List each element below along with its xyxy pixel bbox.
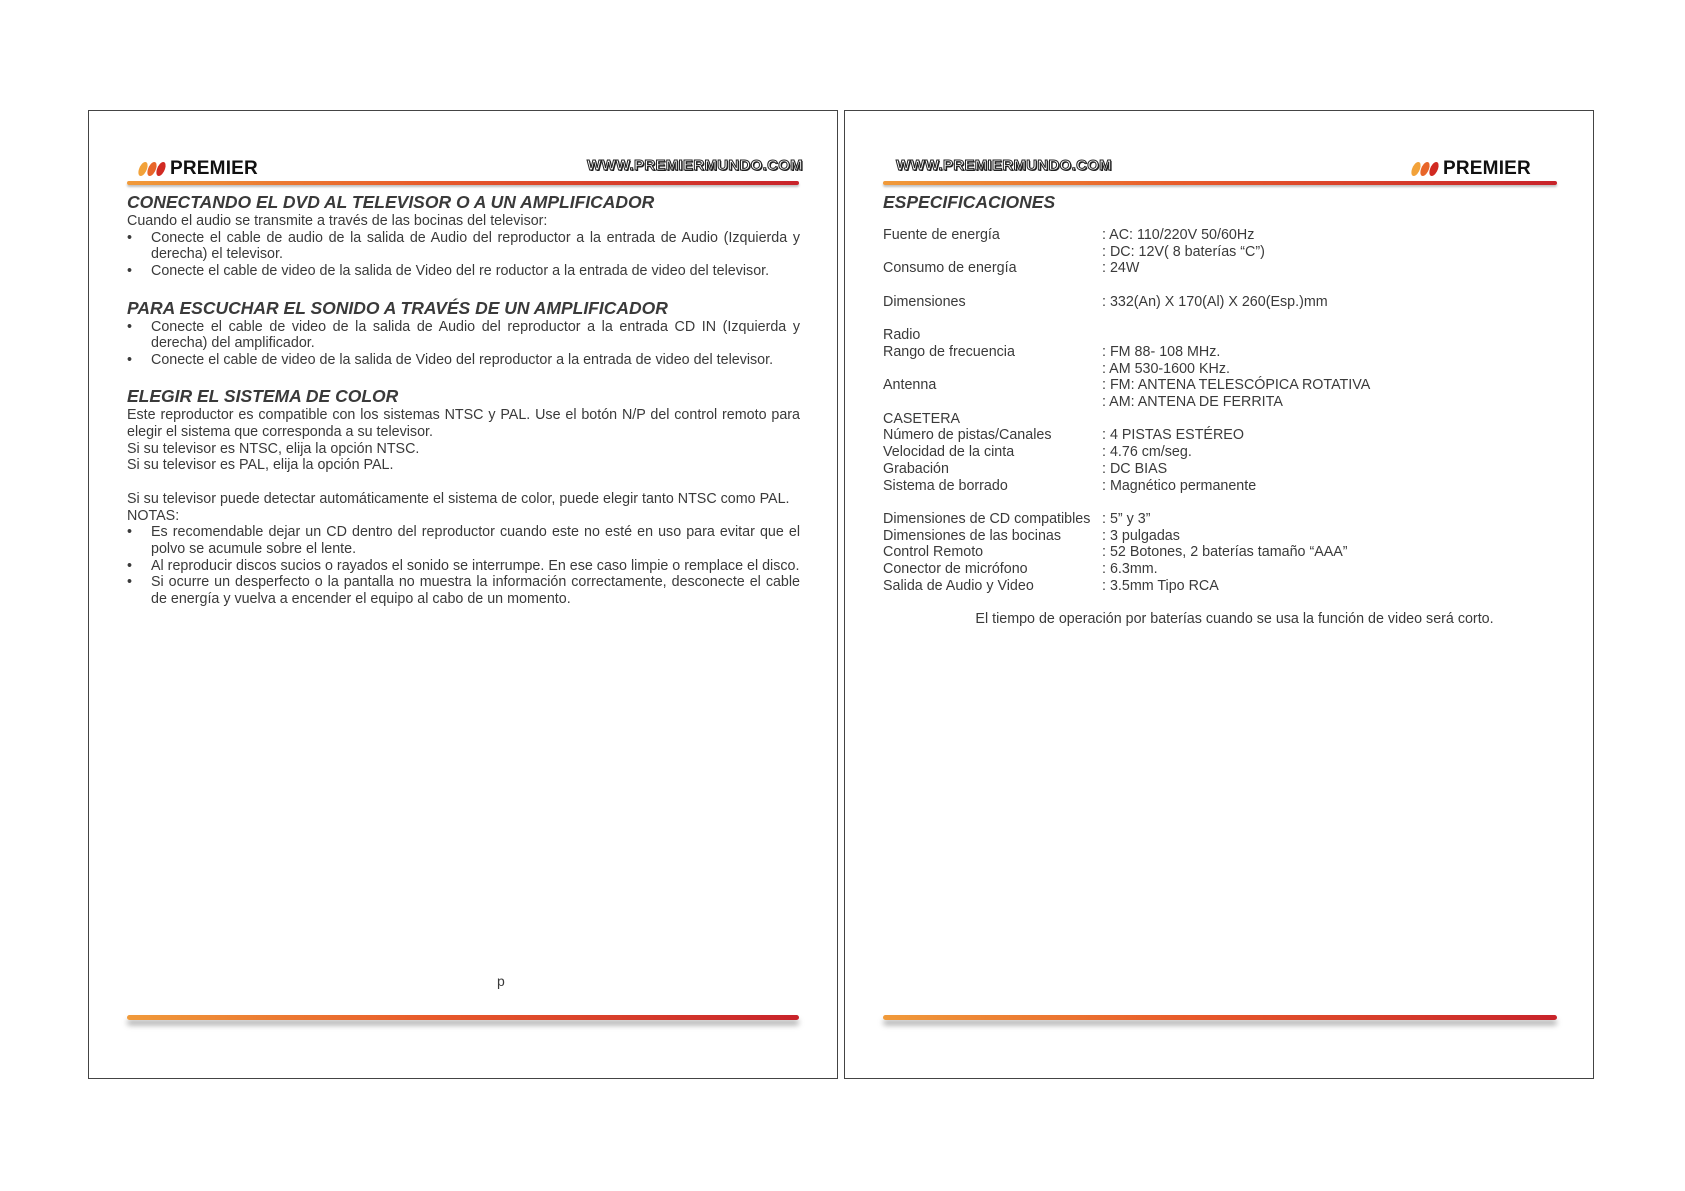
- spec-value: : 52 Botones, 2 baterías tamaño “AAA”: [1102, 544, 1348, 561]
- spec-value: : Magnético permanente: [1102, 477, 1257, 494]
- list-item: • Conecte el cable de video de la salida de Audio del reproductor a la entrada CD IN (Izquierda y derecha) del amplificador.: [127, 319, 800, 352]
- header-rule: [883, 181, 1557, 185]
- spec-key: Fuente de energía: [883, 227, 1000, 243]
- spec-value: [1102, 311, 1370, 328]
- bullet-list-connect: [127, 230, 800, 280]
- spec-key: Grabación: [883, 460, 949, 477]
- list-item: • Al reproducir discos sucios o rayados el sonido se interrumpe. En ese caso limpie o remplace el disco.: [127, 558, 800, 575]
- spec-value: : 5” y 3”: [1102, 510, 1151, 527]
- section-title-amplifier: PARA ESCUCHAR EL SONIDO A TRAVÉS DE UN AMPLIFICADOR: [127, 297, 668, 318]
- spec-key: Dimensiones de CD compatibles: [883, 510, 1091, 527]
- spec-value: : FM: ANTENA TELESCÓPICA ROTATIVA: [1102, 377, 1371, 394]
- spec-key: Sistema de borrado: [883, 477, 1008, 494]
- right-page: [844, 110, 1594, 1079]
- premier-logo: [1412, 158, 1531, 180]
- footer-rule: [127, 1015, 799, 1020]
- logo-dots-icon: [1412, 162, 1439, 176]
- page-number: p: [497, 973, 505, 989]
- spec-key: [883, 244, 1102, 261]
- logo-dots-icon: [139, 162, 166, 176]
- spec-row: [883, 544, 1370, 561]
- list-item: • Conecte el cable de video de la salida de Video del re roductor a la entrada de video del televisor.: [127, 263, 800, 280]
- logo-wordmark: PREMIER: [1443, 158, 1531, 179]
- spec-row: [883, 427, 1370, 444]
- pal-line: Si su televisor es PAL, elija la opción PAL.: [127, 457, 394, 474]
- spec-value: : FM 88- 108 MHz.: [1102, 343, 1221, 360]
- header-rule: [127, 181, 799, 185]
- auto-detect-paragraph: Si su televisor puede detectar automáticamente el sistema de color, puede elegir tanto NTSC como PAL.: [127, 490, 790, 507]
- spec-row: [883, 377, 1370, 394]
- spec-value: : 24W: [1102, 260, 1140, 277]
- premier-logo: [139, 158, 258, 180]
- spec-value: : DC: 12V( 8 baterías “C”): [1102, 243, 1265, 260]
- spec-value: [1102, 277, 1370, 294]
- spec-row: [883, 561, 1370, 578]
- spec-value: : 3.5mm Tipo RCA: [1102, 577, 1219, 594]
- section-title-connect: CONECTANDO EL DVD AL TELEVISOR O A UN AMPLIFICADOR: [127, 192, 655, 212]
- spec-row: [883, 394, 1370, 411]
- spec-row: [883, 227, 1370, 244]
- spec-row: [883, 444, 1370, 461]
- section-intro: Cuando el audio se transmite a través de las bocinas del televisor:: [127, 213, 548, 229]
- spec-key: [883, 311, 1102, 328]
- spec-value: : 6.3mm.: [1102, 561, 1158, 578]
- spec-row: [883, 294, 1370, 311]
- spec-row: [883, 311, 1370, 328]
- spec-row: [883, 411, 1370, 428]
- left-content: [127, 191, 800, 608]
- spec-row: [883, 361, 1370, 378]
- spec-value: [1102, 411, 1370, 428]
- spec-row: [883, 528, 1370, 545]
- spec-key: Número de pistas/Canales: [883, 427, 1052, 444]
- right-content: [883, 191, 1556, 628]
- logo-wordmark: PREMIER: [170, 158, 258, 179]
- spec-value: : 4.76 cm/seg.: [1102, 444, 1192, 461]
- list-item: • Conecte el cable de audio de la salida de Audio del reproductor a la entrada de Audio (Izquierda y derecha) el televisor.: [127, 230, 800, 263]
- notes-label: NOTAS:: [127, 507, 180, 524]
- spec-key: Salida de Audio y Video: [883, 577, 1034, 594]
- spec-row: [883, 244, 1370, 261]
- spec-row: [883, 494, 1370, 511]
- spec-row: [883, 461, 1370, 478]
- spec-row: [883, 578, 1370, 595]
- list-item: • Si ocurre un desperfecto o la pantalla no muestra la información correctamente, desconecte el cable de energía y vuelva a encender el equipo al cabo de un momento.: [127, 574, 800, 607]
- spec-key: CASETERA: [883, 410, 961, 427]
- spec-value: [1102, 494, 1370, 511]
- spec-value: : AC: 110/220V 50/60Hz: [1102, 227, 1255, 243]
- spec-value: : 4 PISTAS ESTÉREO: [1102, 427, 1244, 444]
- spec-row: [883, 344, 1370, 361]
- website-url: WWW.PREMIERMUNDO.COM: [587, 157, 803, 174]
- spec-value: [1102, 327, 1370, 344]
- spec-value: : DC BIAS: [1102, 460, 1168, 477]
- color-system-paragraph: Este reproductor es compatible con los sistemas NTSC y PAL. Use el botón N/P del control remoto para elegir el sistema que corresponda a su televisor.: [127, 407, 800, 440]
- notes-list: [127, 524, 800, 608]
- spec-key: [883, 394, 1102, 411]
- spec-key: Velocidad de la cinta: [883, 444, 1015, 461]
- website-url: WWW.PREMIERMUNDO.COM: [896, 157, 1112, 174]
- spec-row: [883, 327, 1370, 344]
- list-item: • Es recomendable dejar un CD dentro del reproductor cuando este no esté en uso para evitar que el polvo se acumule sobre el lente.: [127, 524, 800, 557]
- spec-row: [883, 511, 1370, 528]
- battery-note: El tiempo de operación por baterías cuando se usa la función de video será corto.: [975, 611, 1494, 628]
- spec-key: Conector de micrófono: [883, 561, 1028, 578]
- specs-table: [883, 227, 1370, 594]
- spec-value: : 332(An) X 170(Al) X 260(Esp.)mm: [1102, 293, 1328, 310]
- left-page: [88, 110, 838, 1079]
- spec-key: Control Remoto: [883, 544, 984, 561]
- spec-key: Rango de frecuencia: [883, 343, 1015, 360]
- spec-row: [883, 260, 1370, 277]
- spec-row: [883, 478, 1370, 495]
- bullet-list-amplifier: [127, 319, 800, 369]
- spec-value: : AM: ANTENA DE FERRITA: [1102, 394, 1283, 410]
- spec-key: [883, 361, 1102, 378]
- spec-key: Dimensiones: [883, 293, 966, 310]
- ntsc-line: Si su televisor es NTSC, elija la opción NTSC.: [127, 440, 420, 457]
- spec-key: Dimensiones de las bocinas: [883, 527, 1062, 544]
- section-title-color-system: ELEGIR EL SISTEMA DE COLOR: [127, 386, 399, 407]
- spec-key: Consumo de energía: [883, 260, 1017, 277]
- specs-title: ESPECIFICACIONES: [883, 192, 1056, 212]
- spec-key: [883, 494, 1102, 511]
- list-item: • Conecte el cable de video de la salida de Video del reproductor a la entrada de video del televisor.: [127, 352, 800, 369]
- footer-rule: [883, 1015, 1557, 1020]
- spec-key: Antenna: [883, 377, 937, 394]
- spec-key: [883, 277, 1102, 294]
- spec-key: Radio: [883, 327, 921, 344]
- spec-value: : 3 pulgadas: [1102, 527, 1180, 544]
- spec-row: [883, 277, 1370, 294]
- spec-value: : AM 530-1600 KHz.: [1102, 360, 1230, 377]
